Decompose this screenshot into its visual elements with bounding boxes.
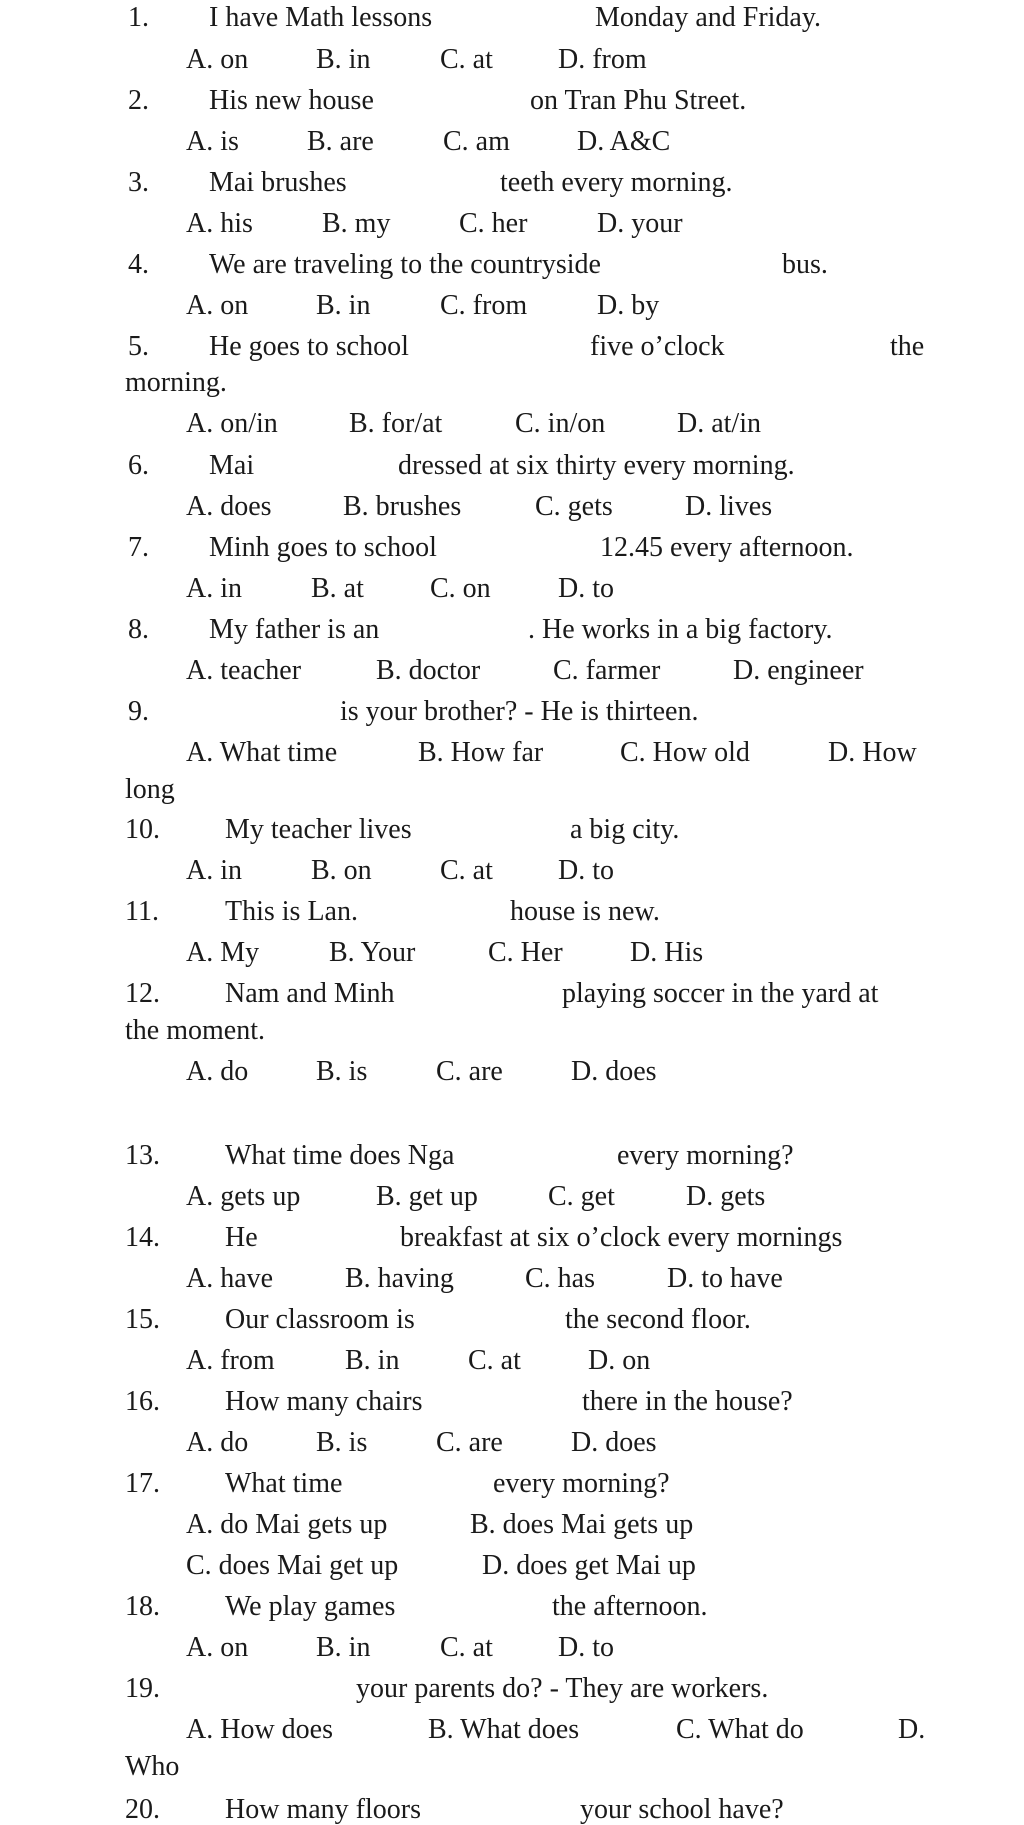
question-text: Monday and Friday. (595, 2, 822, 33)
option-d[interactable]: D. at/in (677, 408, 761, 439)
option-d[interactable]: D. to (558, 573, 614, 604)
question-number: 7. (128, 532, 149, 563)
option-a[interactable]: A. in (186, 855, 242, 886)
option-d[interactable]: D. lives (685, 491, 773, 522)
question-text: Minh goes to school (209, 532, 437, 563)
option-a[interactable]: A. in (186, 573, 242, 604)
question-text: the afternoon. (552, 1591, 708, 1622)
question-text: This is Lan. (225, 896, 358, 927)
question-number: 4. (128, 249, 149, 280)
question-text: house is new. (510, 896, 660, 927)
option-c[interactable]: C. What do (676, 1714, 804, 1745)
question-text: dressed at six thirty every morning. (398, 450, 795, 481)
option-b[interactable]: B. my (322, 208, 391, 239)
question-text: every morning? (493, 1468, 670, 1499)
option-b[interactable]: B. doctor (376, 655, 481, 686)
option-b[interactable]: B. in (316, 44, 371, 75)
question-text: breakfast at six o’clock every mornings (400, 1222, 843, 1253)
option-c[interactable]: C. How old (620, 737, 750, 768)
question-number: 16. (125, 1386, 160, 1417)
option-c[interactable]: C. are (436, 1056, 503, 1087)
option-a[interactable]: A. on (186, 290, 249, 321)
option-b[interactable]: B. at (311, 573, 364, 604)
question-number: 8. (128, 614, 149, 645)
option-c[interactable]: C. has (525, 1263, 595, 1294)
question-text: Mai (209, 450, 255, 481)
question-text: Our classroom is (225, 1304, 415, 1335)
option-a[interactable]: A. gets up (186, 1181, 301, 1212)
question-number: 9. (128, 696, 149, 727)
option-a[interactable]: A. on/in (186, 408, 278, 439)
option-d[interactable]: D. does get Mai up (482, 1550, 696, 1581)
question-number: 11. (125, 896, 159, 927)
question-text: How many chairs (225, 1386, 423, 1417)
option-b[interactable]: B. get up (376, 1181, 478, 1212)
option-c[interactable]: C. in/on (515, 408, 606, 439)
option-d[interactable]: D. gets (686, 1181, 766, 1212)
option-b[interactable]: B. for/at (349, 408, 443, 439)
question-text: How many floors (225, 1794, 421, 1825)
question-text: five o’clock (590, 331, 725, 362)
option-d[interactable]: D. on (588, 1345, 651, 1376)
question-number: 1. (128, 2, 149, 33)
question-number: 14. (125, 1222, 160, 1253)
option-a[interactable]: A. on (186, 44, 249, 75)
question-text: teeth every morning. (500, 167, 733, 198)
question-number: 3. (128, 167, 149, 198)
option-a[interactable]: A. on (186, 1632, 249, 1663)
option-b[interactable]: B. What does (428, 1714, 580, 1745)
question-text: bus. (782, 249, 828, 280)
question-number: 13. (125, 1140, 160, 1171)
question-text-continued: morning. (125, 367, 227, 398)
option-a[interactable]: A. My (186, 937, 260, 968)
option-b[interactable]: B. brushes (343, 491, 462, 522)
option-d[interactable]: D. by (597, 290, 660, 321)
question-text: I have Math lessons (209, 2, 433, 33)
option-c[interactable]: C. her (459, 208, 528, 239)
option-d[interactable]: D. How (828, 737, 917, 768)
question-text: playing soccer in the yard at (562, 978, 879, 1009)
question-text: your school have? (580, 1794, 784, 1825)
question-number: 6. (128, 450, 149, 481)
question-text-continued: the moment. (125, 1015, 265, 1046)
option-b[interactable]: B. are (307, 126, 374, 157)
option-d[interactable]: D. does (571, 1427, 657, 1458)
question-text: there in the house? (582, 1386, 793, 1417)
option-c[interactable]: C. at (440, 1632, 493, 1663)
question-text: We are traveling to the countryside (209, 249, 601, 280)
question-number: 12. (125, 978, 160, 1009)
option-d[interactable]: D. your (597, 208, 683, 239)
option-b[interactable]: B. does Mai gets up (470, 1509, 694, 1540)
option-c[interactable]: C. at (468, 1345, 521, 1376)
option-a[interactable]: A. What time (186, 737, 338, 768)
question-text: 12.45 every afternoon. (600, 532, 854, 563)
option-d[interactable]: D. A&C (577, 126, 671, 157)
question-text: your parents do? - They are workers. (356, 1673, 769, 1704)
option-d[interactable]: D. to have (667, 1263, 783, 1294)
option-a[interactable]: A. teacher (186, 655, 302, 686)
option-d[interactable]: D. engineer (733, 655, 864, 686)
question-text: He (225, 1222, 258, 1253)
question-text: What time does Nga (225, 1140, 455, 1171)
option-text-continued: long (125, 774, 175, 805)
question-text: . He works in a big factory. (528, 614, 833, 645)
question-text: My teacher lives (225, 814, 412, 845)
option-d[interactable]: D. to (558, 855, 614, 886)
question-number: 2. (128, 85, 149, 116)
option-d[interactable]: D. (898, 1714, 926, 1745)
option-c[interactable]: C. from (440, 290, 528, 321)
option-d[interactable]: D. does (571, 1056, 657, 1087)
option-b[interactable]: B. in (345, 1345, 400, 1376)
option-d[interactable]: D. from (558, 44, 647, 75)
option-c[interactable]: C. at (440, 44, 493, 75)
option-b[interactable]: B. in (316, 290, 371, 321)
option-a[interactable]: A. do Mai gets up (186, 1509, 388, 1540)
option-d[interactable]: D. His (630, 937, 704, 968)
option-c[interactable]: C. Her (488, 937, 563, 968)
question-text: is your brother? - He is thirteen. (340, 696, 699, 727)
option-d[interactable]: D. to (558, 1632, 614, 1663)
question-text: a big city. (570, 814, 680, 845)
option-b[interactable]: B. on (311, 855, 372, 886)
question-text: the (890, 331, 925, 362)
question-text: on Tran Phu Street. (530, 85, 747, 116)
option-text-continued: Who (125, 1751, 180, 1782)
option-a[interactable]: A. does (186, 491, 272, 522)
question-text: the second floor. (565, 1304, 751, 1335)
option-b[interactable]: B. is (316, 1427, 368, 1458)
option-c[interactable]: C. get (548, 1181, 615, 1212)
option-b[interactable]: B. Your (329, 937, 416, 968)
option-b[interactable]: B. is (316, 1056, 368, 1087)
question-number: 15. (125, 1304, 160, 1335)
question-text: every morning? (617, 1140, 794, 1171)
question-text: His new house (209, 85, 374, 116)
option-a[interactable]: A. his (186, 208, 253, 239)
question-number: 17. (125, 1468, 160, 1499)
option-c[interactable]: C. does Mai get up (186, 1550, 399, 1581)
question-number: 5. (128, 331, 149, 362)
option-b[interactable]: B. How far (418, 737, 544, 768)
question-text: Nam and Minh (225, 978, 395, 1009)
question-number: 20. (125, 1794, 160, 1825)
option-a[interactable]: A. is (186, 126, 239, 157)
option-b[interactable]: B. having (345, 1263, 454, 1294)
question-number: 19. (125, 1673, 160, 1704)
option-c[interactable]: C. on (430, 573, 491, 604)
question-number: 10. (125, 814, 160, 845)
question-text: What time (225, 1468, 343, 1499)
option-a[interactable]: A. from (186, 1345, 275, 1376)
question-text: He goes to school (209, 331, 409, 362)
question-text: Mai brushes (209, 167, 347, 198)
option-b[interactable]: B. in (316, 1632, 371, 1663)
question-number: 18. (125, 1591, 160, 1622)
option-a[interactable]: A. do (186, 1427, 249, 1458)
question-text: My father is an (209, 614, 380, 645)
option-a[interactable]: A. How does (186, 1714, 333, 1745)
option-c[interactable]: C. at (440, 855, 493, 886)
question-text: We play games (225, 1591, 396, 1622)
option-c[interactable]: C. am (443, 126, 510, 157)
option-c[interactable]: C. gets (535, 491, 613, 522)
option-c[interactable]: C. are (436, 1427, 503, 1458)
option-a[interactable]: A. do (186, 1056, 249, 1087)
option-a[interactable]: A. have (186, 1263, 274, 1294)
option-c[interactable]: C. farmer (553, 655, 661, 686)
